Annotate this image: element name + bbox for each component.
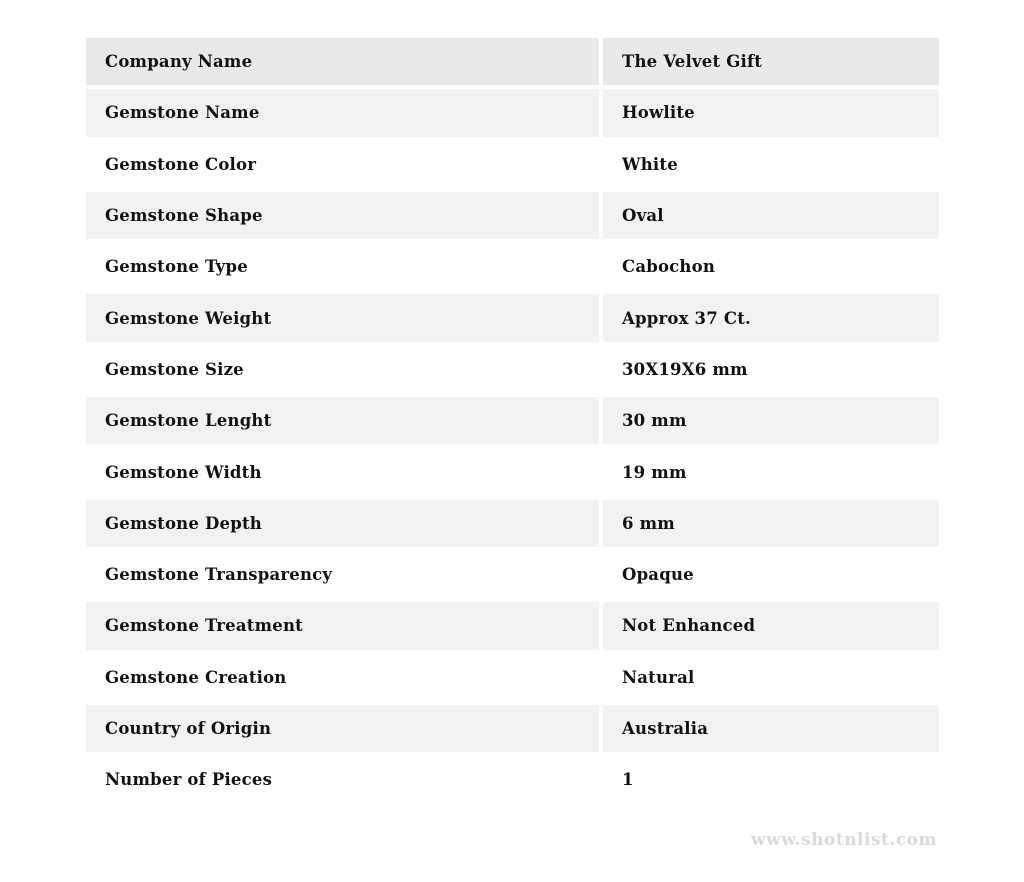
spec-value-cell: Cabochon (603, 243, 939, 290)
spec-label-cell: Gemstone Depth (86, 500, 599, 547)
spec-value-cell: 1 (603, 756, 939, 803)
spec-label-cell: Gemstone Type (86, 243, 599, 290)
spec-value-cell: 6 mm (603, 500, 939, 547)
gemstone-spec-table (86, 38, 939, 803)
spec-value-cell: Howlite (603, 89, 939, 136)
spec-label-cell: Gemstone Color (86, 141, 599, 188)
spec-label-cell: Gemstone Transparency (86, 551, 599, 598)
spec-label-cell: Gemstone Name (86, 89, 599, 136)
spec-value-cell: The Velvet Gift (603, 38, 939, 85)
spec-value-cell: Oval (603, 192, 939, 239)
spec-label-cell: Gemstone Lenght (86, 397, 599, 444)
spec-label-cell: Gemstone Weight (86, 294, 599, 341)
spec-label-cell: Gemstone Creation (86, 654, 599, 701)
spec-value-cell: 30X19X6 mm (603, 346, 939, 393)
spec-label-cell: Gemstone Shape (86, 192, 599, 239)
spec-label-cell: Country of Origin (86, 705, 599, 752)
spec-value-cell: Australia (603, 705, 939, 752)
spec-label-cell: Gemstone Treatment (86, 602, 599, 649)
spec-value-cell: 30 mm (603, 397, 939, 444)
spec-value-cell: Not Enhanced (603, 602, 939, 649)
spec-label-cell: Number of Pieces (86, 756, 599, 803)
spec-value-cell: White (603, 141, 939, 188)
spec-value-cell: Natural (603, 654, 939, 701)
watermark-text: www.shotnlist.com (750, 830, 937, 850)
spec-value-cell: 19 mm (603, 448, 939, 495)
spec-label-cell: Gemstone Size (86, 346, 599, 393)
spec-label-cell: Gemstone Width (86, 448, 599, 495)
spec-label-cell: Company Name (86, 38, 599, 85)
spec-value-cell: Opaque (603, 551, 939, 598)
spec-value-cell: Approx 37 Ct. (603, 294, 939, 341)
